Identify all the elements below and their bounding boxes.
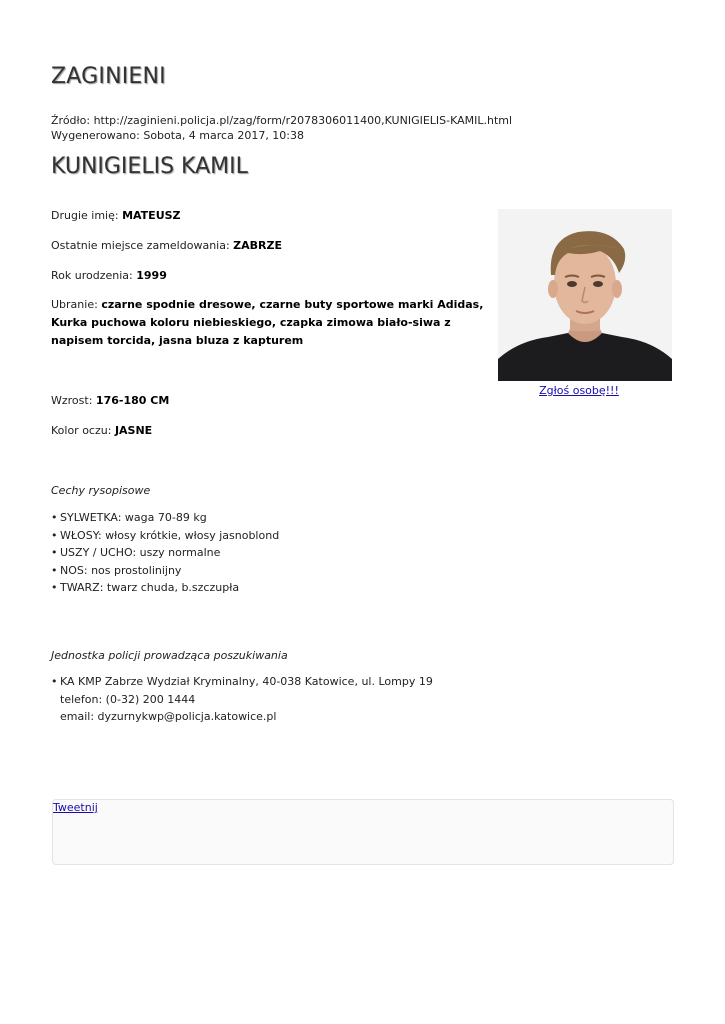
middle-name-value: MATEUSZ (122, 209, 181, 222)
police-unit-item (51, 673, 433, 726)
height-field (51, 392, 169, 410)
clothing-value: czarne spodnie dresowe, czarne buty sportowe marki Adidas, Kurka puchowa koloru niebieskiego, czapka zimowa biało-siwa z napisem torcida, jasna bluza z kapturem (51, 298, 484, 347)
tweet-widget (52, 799, 674, 865)
eye-color-field (51, 422, 152, 440)
generated-line: Wygenerowano: Sobota, 4 marca 2017, 10:38 (51, 128, 305, 142)
police-unit-list (51, 673, 433, 726)
middle-name-field (51, 207, 181, 225)
features-list (51, 509, 279, 597)
site-title: ZAGINIENI (51, 64, 166, 89)
last-residence-value: ZABRZE (233, 239, 283, 252)
list-item: • NOS: nos prostolinijny (51, 562, 279, 580)
birth-year-field (51, 267, 167, 285)
person-name: KUNIGIELIS KAMIL (51, 154, 248, 179)
source-line: Źródło: http://zaginieni.policja.pl/zag/form/r2078306011400,KUNIGIELIS-KAMIL.html (51, 114, 513, 127)
height-label: Wzrost: (51, 394, 93, 407)
report-person-link[interactable]: Zgłoś osobę!!! (539, 384, 619, 397)
features-heading: Cechy rysopisowe (51, 484, 151, 497)
birth-year-value: 1999 (136, 269, 167, 282)
birth-year-label: Rok urodzenia: (51, 269, 133, 282)
tweet-link[interactable]: Tweetnij (53, 801, 98, 814)
eye-color-label: Kolor oczu: (51, 424, 112, 437)
police-unit-phone: telefon: (0-32) 200 1444 (60, 692, 196, 706)
person-photo-image (498, 209, 672, 381)
eye-color-value: JASNE (114, 424, 153, 437)
police-unit-heading: Jednostka policji prowadząca poszukiwania (51, 649, 288, 662)
list-item: • SYLWETKA: waga 70-89 kg (51, 509, 279, 527)
clothing-field (51, 296, 491, 350)
police-unit-email: email: dyzurnykwp@policja.katowice.pl (60, 710, 277, 723)
document-meta (51, 114, 512, 143)
height-value: 176-180 CM (95, 394, 170, 407)
middle-name-label: Drugie imię: (51, 209, 119, 222)
list-item: • USZY / UCHO: uszy normalne (51, 544, 279, 562)
last-residence-label: Ostatnie miejsce zameldowania: (51, 239, 230, 252)
last-residence-field (51, 237, 282, 255)
list-item: • WŁOSY: włosy krótkie, włosy jasnoblond (51, 527, 279, 545)
police-unit-name: • KA KMP Zabrze Wydział Kryminalny, 40-038 Katowice, ul. Lompy 19 (60, 675, 433, 688)
list-item: • TWARZ: twarz chuda, b.szczupła (51, 579, 279, 597)
person-photo (498, 209, 672, 381)
clothing-label: Ubranie: (51, 298, 98, 311)
